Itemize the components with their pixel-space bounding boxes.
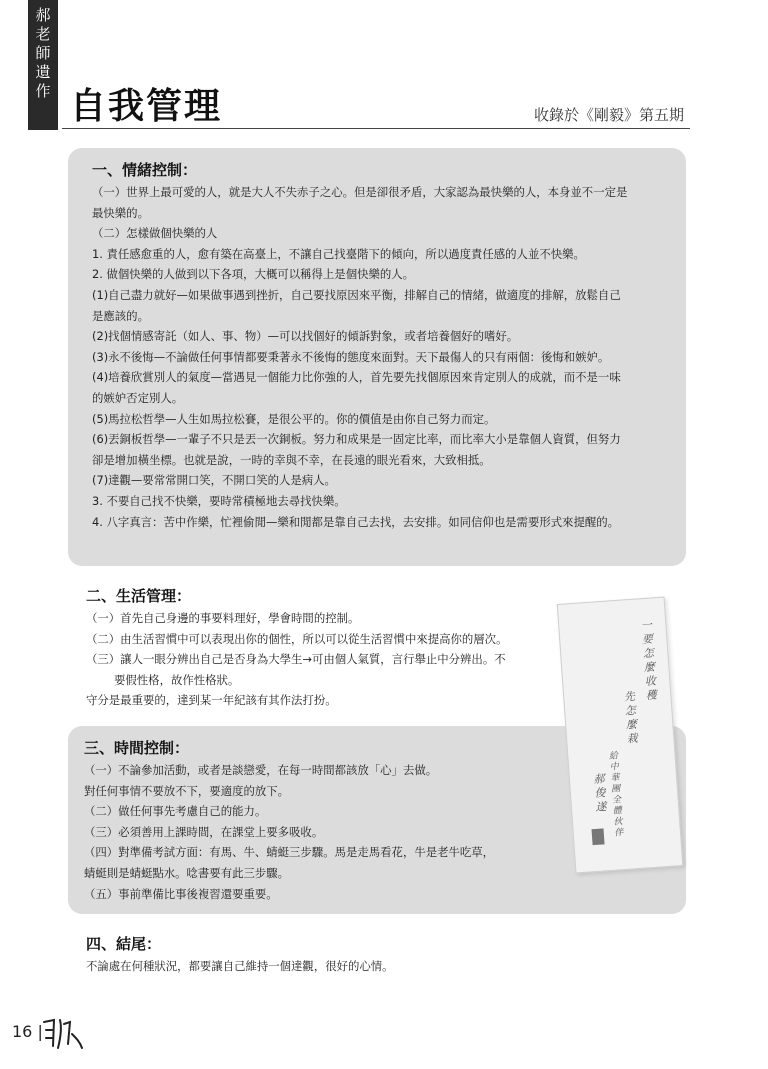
section-time-control bbox=[84, 736, 534, 904]
page-title: 自我管理 bbox=[70, 85, 223, 127]
paragraph: 最快樂的。 bbox=[92, 205, 149, 220]
paragraph: (5)馬拉松哲學—人生如馬拉松賽，是很公平的。你的價值是由你自己努力而定。 bbox=[92, 411, 496, 426]
side-tab-char: 師 bbox=[35, 44, 51, 62]
section-emotion-control bbox=[92, 158, 682, 532]
paragraph: （一）不論參加活動，或者是談戀愛，在每一時間都該放「心」去做。 bbox=[84, 763, 438, 777]
side-tab-char: 老 bbox=[35, 25, 51, 43]
author-side-tab bbox=[28, 0, 58, 130]
paragraph: 3. 不要自己找不快樂，要時常積極地去尋找快樂。 bbox=[92, 493, 346, 508]
paragraph: (4)培養欣賞別人的氣度—當遇見一個能力比你強的人，首先要先找個原因來肯定別人的成就，而不是一味 bbox=[92, 370, 621, 385]
section-heading: 一、情緒控制： bbox=[92, 161, 198, 179]
paragraph: （二）由生活習慣中可以表現出你的個性，所以可以從生活習慣中來提高你的層次。 bbox=[86, 631, 508, 646]
paragraph: （三）讓人一眼分辨出自己是否身為大學生→可由個人氣質，言行舉止中分辨出。不 bbox=[86, 652, 506, 667]
side-tab-char: 作 bbox=[35, 82, 51, 100]
section-conclusion bbox=[86, 932, 676, 977]
paragraph: (1)自己盡力就好—如果做事遇到挫折，自己要找原因來平衡，排解自己的情緒，做適度的排解，放鬆自己 bbox=[92, 287, 621, 302]
handwritten-note-image bbox=[557, 597, 684, 874]
handwriting-signature: 郝俊遂 bbox=[593, 772, 607, 814]
section-heading: 四、結尾： bbox=[86, 935, 162, 953]
paragraph: （五）事前準備比事後複習還要重要。 bbox=[84, 886, 278, 901]
handwriting-column: 先怎麼栽 bbox=[623, 689, 639, 746]
paragraph: （二）怎樣做個快樂的人 bbox=[92, 226, 218, 241]
paragraph: 守分是最重要的，達到某一年紀該有其作法打扮。 bbox=[86, 693, 337, 708]
paragraph: （一）首先自己身邊的事要料理好，學會時間的控制。 bbox=[86, 611, 360, 625]
seal-stamp bbox=[592, 828, 605, 845]
page-subtitle: 收錄於《剛毅》第五期 bbox=[533, 106, 684, 124]
section-heading: 二、生活管理： bbox=[86, 587, 192, 605]
paragraph: 4. 八字真言：苦中作樂，忙裡偷閒—樂和閒都是靠自己去找，去安排。如同信仰也是需要形式來提醒的。 bbox=[92, 514, 620, 529]
side-tab-char: 郝 bbox=[35, 6, 51, 24]
paragraph: （三）必須善用上課時間，在課堂上要多吸收。 bbox=[84, 824, 324, 839]
title-divider bbox=[62, 128, 690, 129]
handwriting-column: 給中華團全體伙伴 bbox=[608, 751, 624, 839]
paragraph: （一）世界上最可愛的人，就是大人不失赤子之心。但是卻很矛盾，大家認為最快樂的人，本身並不一定是 bbox=[92, 185, 628, 199]
paragraph: 蜻蜓則是蜻蜓點水。唸書要有此三步驟。 bbox=[84, 865, 290, 880]
paragraph: （四）對準備考試方面：有馬、牛、蜻蜓三步驟。馬是走馬看花，牛是老牛吃草， bbox=[84, 845, 495, 860]
section-heading: 三、時間控制： bbox=[84, 739, 190, 757]
handwriting-column: 一要怎麼收穫 bbox=[640, 618, 658, 703]
section-life-management bbox=[86, 584, 566, 711]
paragraph: 2. 做個快樂的人做到以下各項，大概可以稱得上是個快樂的人。 bbox=[92, 267, 415, 282]
paragraph: 卻是增加橫坐標。也就是說，一時的幸與不幸，在長遠的眼光看來，大致相抵。 bbox=[92, 452, 491, 467]
page-number: 16 | bbox=[12, 1022, 43, 1041]
paragraph: （二）做任何事先考慮自己的能力。 bbox=[84, 804, 267, 819]
paragraph: 對任何事情不要放不下，要適度的放下。 bbox=[84, 783, 290, 798]
paragraph: (6)丟銅板哲學—一輩子不只是丟一次銅板。努力和成果是一固定比率，而比率大小是靠個人資質，但努力 bbox=[92, 432, 621, 447]
magazine-logo-icon bbox=[40, 1016, 84, 1052]
paragraph: 是應該的。 bbox=[92, 308, 149, 323]
paragraph: 不論處在何種狀況，都要讓自己維持一個達觀，很好的心情。 bbox=[86, 959, 394, 973]
paragraph: (3)永不後悔—不論做任何事情都要秉著永不後悔的態度來面對。天下最傷人的只有兩個：後悔和嫉妒。 bbox=[92, 349, 610, 364]
paragraph: 要假性格，故作性格狀。 bbox=[114, 672, 240, 687]
paragraph: 1. 責任感愈重的人，愈有築在高臺上，不讓自己找臺階下的傾向，所以過度責任感的人並不快樂。 bbox=[92, 246, 585, 261]
paragraph: 的嫉妒否定別人。 bbox=[92, 390, 184, 405]
paragraph: (2)找個情感寄託（如人、事、物）—可以找個好的傾訴對象，或者培養個好的嗜好。 bbox=[92, 329, 519, 344]
side-tab-char: 遺 bbox=[35, 63, 51, 81]
paragraph: (7)達觀—要常常開口笑，不開口笑的人是病人。 bbox=[92, 473, 336, 488]
